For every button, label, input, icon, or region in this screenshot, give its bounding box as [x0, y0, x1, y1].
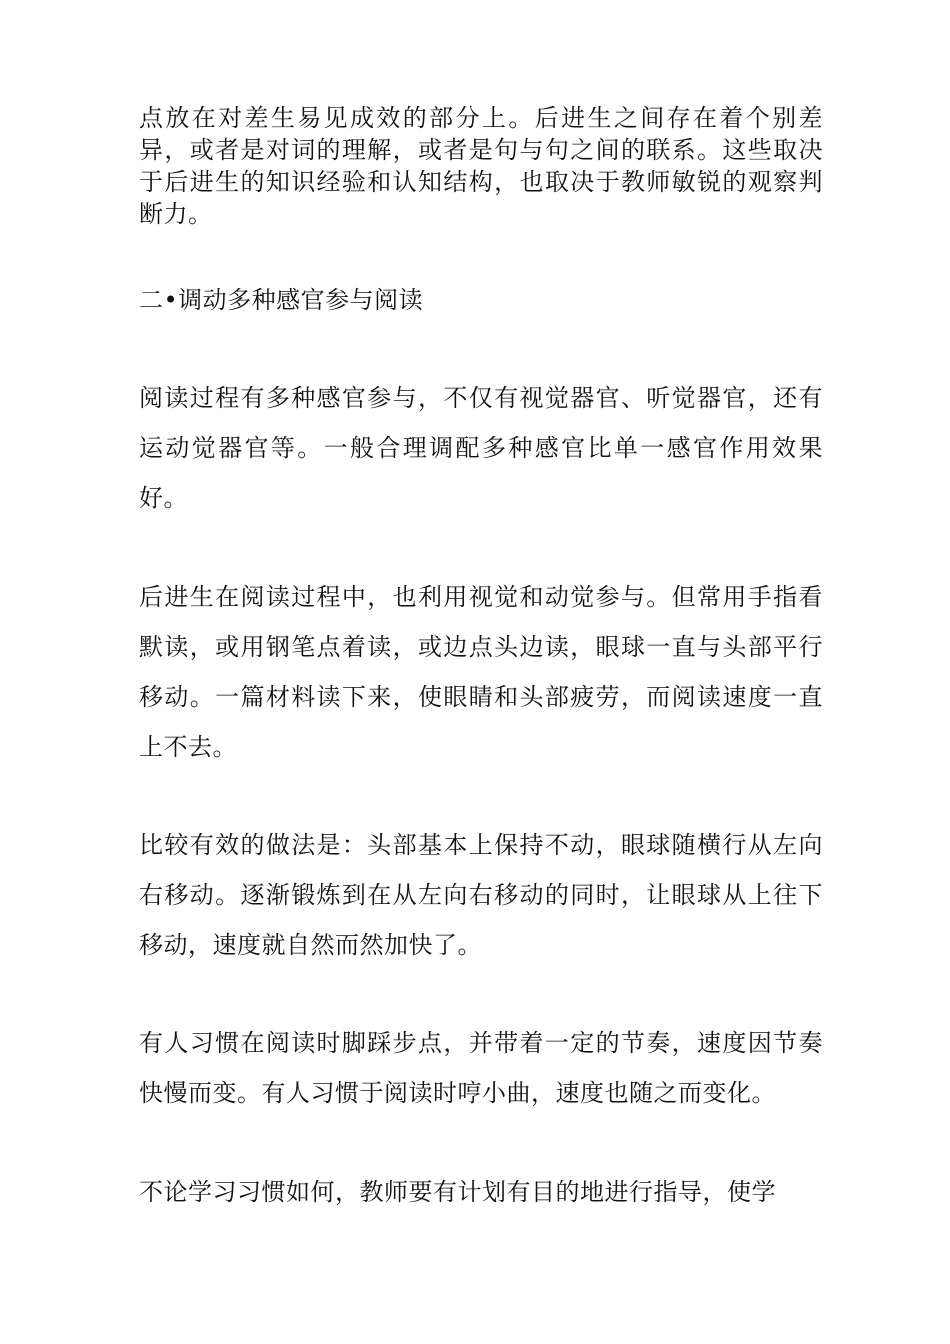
paragraph-habits: 有人习惯在阅读时脚踩步点，并带着一定的节奏，速度因节奏快慢而变。有人习惯于阅读时哼小曲，速度也随之而变化。	[139, 1029, 823, 1107]
paragraph-effective-method: 比较有效的做法是：头部基本上保持不动，眼球随横行从左向右移动。逐渐锻炼到在从左向右移动的同时，让眼球从上往下移动，速度就自然而然加快了。	[139, 831, 823, 959]
paragraph-slow-readers: 后进生在阅读过程中，也利用视觉和动觉参与。但常用手指看默读，或用钢笔点着读，或边点头边读，眼球一直与头部平行移动。一篇材料读下来，使眼睛和头部疲劳，而阅读速度一直上不去。	[139, 583, 823, 761]
paragraph-continuation: 点放在对差生易见成效的部分上。后进生之间存在着个别差异，或者是对词的理解，或者是句与句之间的联系。这些取决于后进生的知识经验和认知结构，也取决于教师敏锐的观察判断力。	[139, 104, 823, 228]
section-heading: 二•调动多种感官参与阅读	[139, 286, 424, 314]
paragraph-senses: 阅读过程有多种感官参与，不仅有视觉器官、听觉器官，还有运动觉器官等。一般合理调配多种感官比单一感官作用效果好。	[139, 384, 823, 512]
paragraph-guidance: 不论学习习惯如何，教师要有计划有目的地进行指导，使学	[139, 1178, 776, 1206]
